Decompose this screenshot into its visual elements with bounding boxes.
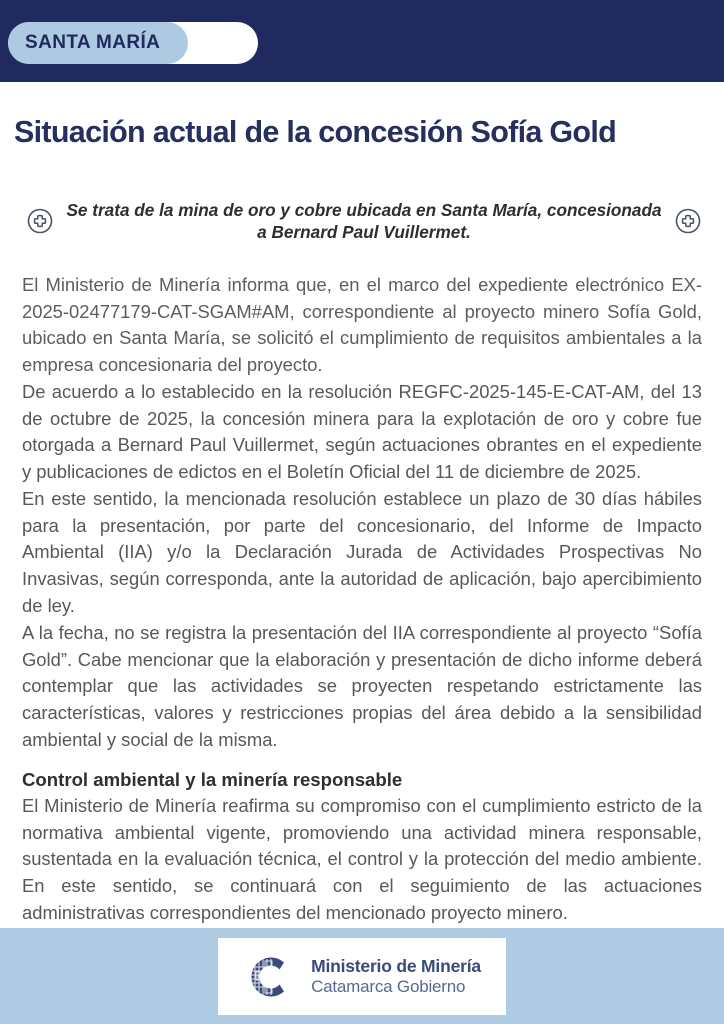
footer-band <box>0 928 724 1024</box>
paragraph-1: El Ministerio de Minería informa que, en el marco del expediente electrónico EX-2025-02477179-CAT-SGAM#AM, correspondiente al proyecto minero Sofía Gold, ubicado en Santa María, se solicitó el cumplimiento de requisitos ambientales a la empresa concesionaria del proyecto. <box>22 273 702 376</box>
location-badge <box>8 22 258 64</box>
page-subtitle: Se trata de la mina de oro y cobre ubicada en Santa María, concesionada a Bernard Paul Vuillermet. <box>66 199 662 242</box>
page-title: Situación actual de la concesión Sofía Gold <box>14 115 617 150</box>
ministry-logo-card <box>218 938 506 1015</box>
plus-circle-icon-left <box>26 207 54 235</box>
paragraph-3: En este sentido, la mencionada resolución establece un plazo de 30 días hábiles para la presentación, por parte del concesionario, del Informe de Impacto Ambiental (IIA) y/o la Declaración Jurada de Actividades Prospectivas No Invasivas, según corresponda, ante la autoridad de aplicación, bajo apercibimiento de ley. <box>22 487 702 616</box>
section-paragraph: El Ministerio de Minería reafirma su compromiso con el cumplimiento estricto de la normativa ambiental vigente, promoviendo una actividad minera responsable, sustentada en la evaluación técnica, el control y la protección del medio ambiente. En este sentido, se continuará con el seguimiento de las actuaciones administrativas correspondientes del mencionado proyecto minero. <box>22 794 702 923</box>
article-body <box>0 266 724 927</box>
ministry-logo-text <box>311 957 481 996</box>
plus-circle-icon-right <box>674 207 702 235</box>
paragraph-4: A la fecha, no se registra la presentación del IIA correspondiente al proyecto “Sofía Gold”. Cabe mencionar que la elaboración y presentación de dicho informe deberá contemplar que las actividades se proyecten respetando estrictamente las características, valores y restricciones propias del área debido a la sensibilidad ambiental y social de la misma. <box>22 621 702 750</box>
headline-container <box>0 82 724 150</box>
catamarca-c-logo-icon <box>243 949 299 1005</box>
section-heading-control-ambiental: Control ambiental y la minería responsable <box>22 768 403 790</box>
top-navy-bar <box>0 0 724 82</box>
location-badge-label: SANTA MARÍA <box>25 32 161 53</box>
paragraph-2: De acuerdo a lo establecido en la resolución REGFC-2025-145-E-CAT-AM, del 13 de octubre de 2025, la concesión minera para la explotación de oro y cobre fue otorgada a Bernard Paul Vuillermet, según actuaciones obrantes en el expediente y publicaciones de edictos en el Boletín Oficial del 11 de diciembre de 2025. <box>22 380 702 483</box>
org-name-line1: Ministerio de Minería <box>311 956 481 977</box>
subtitle-row <box>0 170 724 265</box>
org-name-line2: Catamarca Gobierno <box>311 976 466 996</box>
